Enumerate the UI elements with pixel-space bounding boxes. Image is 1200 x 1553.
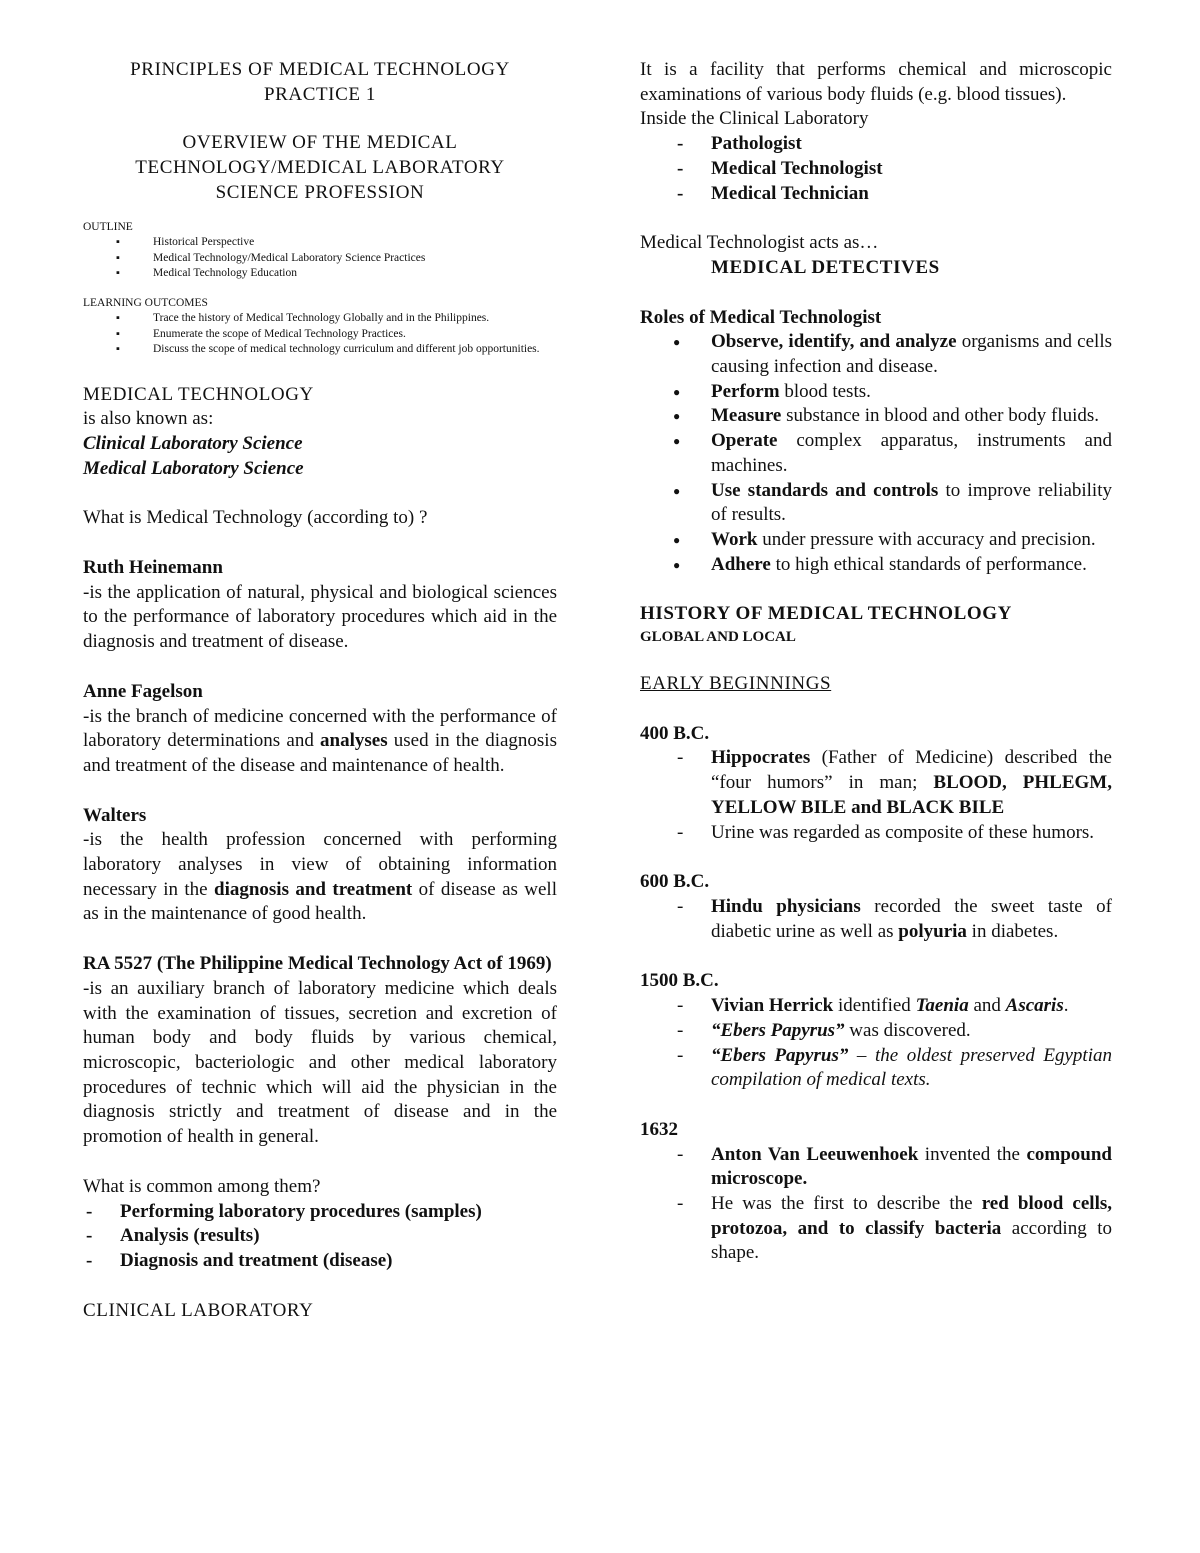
overview-title-line1: OVERVIEW OF THE MEDICAL	[182, 132, 458, 154]
role-item: ● Use standards and controls to improve reliability of results.	[640, 479, 1112, 528]
common-item: - Analysis (results)	[49, 1224, 557, 1249]
outline-item: ▪ Historical Perspective	[83, 235, 557, 251]
detectives-term: MEDICAL DETECTIVES	[711, 256, 940, 278]
inside-lab-label: Inside the Clinical Laboratory	[640, 108, 869, 130]
era-item: - Urine was regarded as composite of these humors.	[640, 821, 1112, 846]
outline-list	[83, 235, 557, 282]
era-item: - Vivian Herrick identified Taenia and Ascaris.	[640, 994, 1112, 1019]
era-400bc-list	[640, 746, 1112, 845]
era-1500bc-year: 1500 B.C.	[640, 970, 719, 992]
clinical-lab-definition: It is a facility that performs chemical and microscopic examinations of various body fluids (e.g. blood tissues).	[640, 59, 1112, 105]
role-item: ● Observe, identify, and analyze organisms and cells causing infection and disease.	[640, 330, 1112, 379]
era-item: - “Ebers Papyrus” was discovered.	[640, 1019, 1112, 1044]
fagelson-name: Anne Fagelson	[83, 680, 203, 702]
staff-item: - Medical Technologist	[640, 157, 1112, 182]
practice-label: PRACTICE 1	[263, 83, 377, 105]
definition-question: What is Medical Technology (according to) ?	[83, 507, 428, 529]
right-column	[640, 58, 1112, 1266]
outcomes-list	[83, 311, 557, 358]
history-subheading: GLOBAL AND LOCAL	[640, 629, 796, 646]
ra5527-name: RA 5527 (The Philippine Medical Technology Act of 1969)	[83, 953, 552, 975]
common-item: - Diagnosis and treatment (disease)	[49, 1249, 557, 1274]
early-beginnings-heading: EARLY BEGINNINGS	[640, 673, 832, 695]
outline-item: ▪ Medical Technology/Medical Laboratory Science Practices	[83, 251, 557, 267]
course-title: PRINCIPLES OF MEDICAL TECHNOLOGY	[130, 59, 510, 80]
roles-heading: Roles of Medical Technologist	[640, 306, 882, 328]
era-item: - Hindu physicians recorded the sweet taste of diabetic urine as well as polyuria in diabetes.	[640, 895, 1112, 944]
outline-label: OUTLINE	[83, 220, 133, 233]
role-item: ● Work under pressure with accuracy and precision.	[640, 528, 1112, 553]
staff-item: - Pathologist	[640, 132, 1112, 157]
walters-definition: -is the health profession concerned with performing laboratory analyses in view of obtaining information necessary in the diagnosis and treatment of disease as well as in the maintenance of good health.	[83, 829, 557, 925]
common-item: - Performing laboratory procedures (samples)	[49, 1200, 557, 1225]
overview-title-line2: TECHNOLOGY/MEDICAL LABORATORY	[135, 157, 505, 179]
ra5527-definition: -is an auxiliary branch of laboratory medicine which deals with the examination of tissues, secretion and excretion of human body and body fluids by various chemical, microscopic, bacteriologic and other medical laboratory procedures of technic which will aid the physician in the diagnosis strictly and treatment of disease and in the promotion of health in general.	[83, 977, 557, 1148]
outcome-item: ▪ Discuss the scope of medical technology curriculum and different job opportunities.	[83, 342, 557, 358]
heinemann-definition: -is the application of natural, physical and biological sciences to the performance of laboratory procedures which aid in the diagnosis and treatment of disease.	[83, 581, 557, 653]
aka-name-2: Medical Laboratory Science	[83, 457, 304, 479]
overview-title-line3: SCIENCE PROFESSION	[215, 181, 425, 203]
staff-item: - Medical Technician	[640, 182, 1112, 207]
common-question: What is common among them?	[83, 1175, 321, 1197]
era-item: - Anton Van Leeuwenhoek invented the compound microscope.	[640, 1143, 1112, 1192]
role-item: ● Adhere to high ethical standards of performance.	[640, 553, 1112, 578]
outcome-item: ▪ Enumerate the scope of Medical Technology Practices.	[83, 327, 557, 343]
era-item: - “Ebers Papyrus” – the oldest preserved Egyptian compilation of medical texts.	[640, 1044, 1112, 1093]
detectives-lead: Medical Technologist acts as…	[640, 232, 879, 254]
era-600bc-list	[640, 895, 1112, 944]
role-item: ● Perform blood tests.	[640, 380, 1112, 405]
fagelson-definition: -is the branch of medicine concerned with the performance of laboratory determinations and analyses used in the diagnosis and treatment of the disease and maintenance of health.	[83, 705, 557, 776]
left-column	[83, 58, 557, 1323]
era-400bc-year: 400 B.C.	[640, 722, 710, 744]
common-list	[49, 1200, 557, 1274]
era-1500bc-list	[640, 994, 1112, 1093]
history-heading: HISTORY OF MEDICAL TECHNOLOGY	[640, 603, 1012, 625]
era-1632-year: 1632	[640, 1118, 678, 1140]
role-item: ● Operate complex apparatus, instruments and machines.	[640, 429, 1112, 478]
era-item: - Hippocrates (Father of Medicine) described the “four humors” in man; BLOOD, PHLEGM, YELLOW BILE and BLACK BILE	[640, 746, 1112, 820]
walters-name: Walters	[83, 804, 147, 826]
era-item: - He was the first to describe the red blood cells, protozoa, and to classify bacteria according to shape.	[640, 1192, 1112, 1266]
aka-label: is also known as:	[83, 408, 214, 430]
aka-name-1: Clinical Laboratory Science	[83, 432, 303, 454]
roles-list	[640, 330, 1112, 577]
era-600bc-year: 600 B.C.	[640, 871, 710, 893]
heinemann-name: Ruth Heinemann	[83, 557, 223, 579]
outline-item: ▪ Medical Technology Education	[83, 266, 557, 282]
lab-staff-list	[640, 132, 1112, 206]
era-1632-list	[640, 1143, 1112, 1267]
outcomes-label: LEARNING OUTCOMES	[83, 296, 208, 309]
medtech-heading: MEDICAL TECHNOLOGY	[83, 383, 314, 405]
clinical-lab-heading: CLINICAL LABORATORY	[83, 1299, 314, 1321]
outcome-item: ▪ Trace the history of Medical Technology Globally and in the Philippines.	[83, 311, 557, 327]
role-item: ● Measure substance in blood and other body fluids.	[640, 404, 1112, 429]
